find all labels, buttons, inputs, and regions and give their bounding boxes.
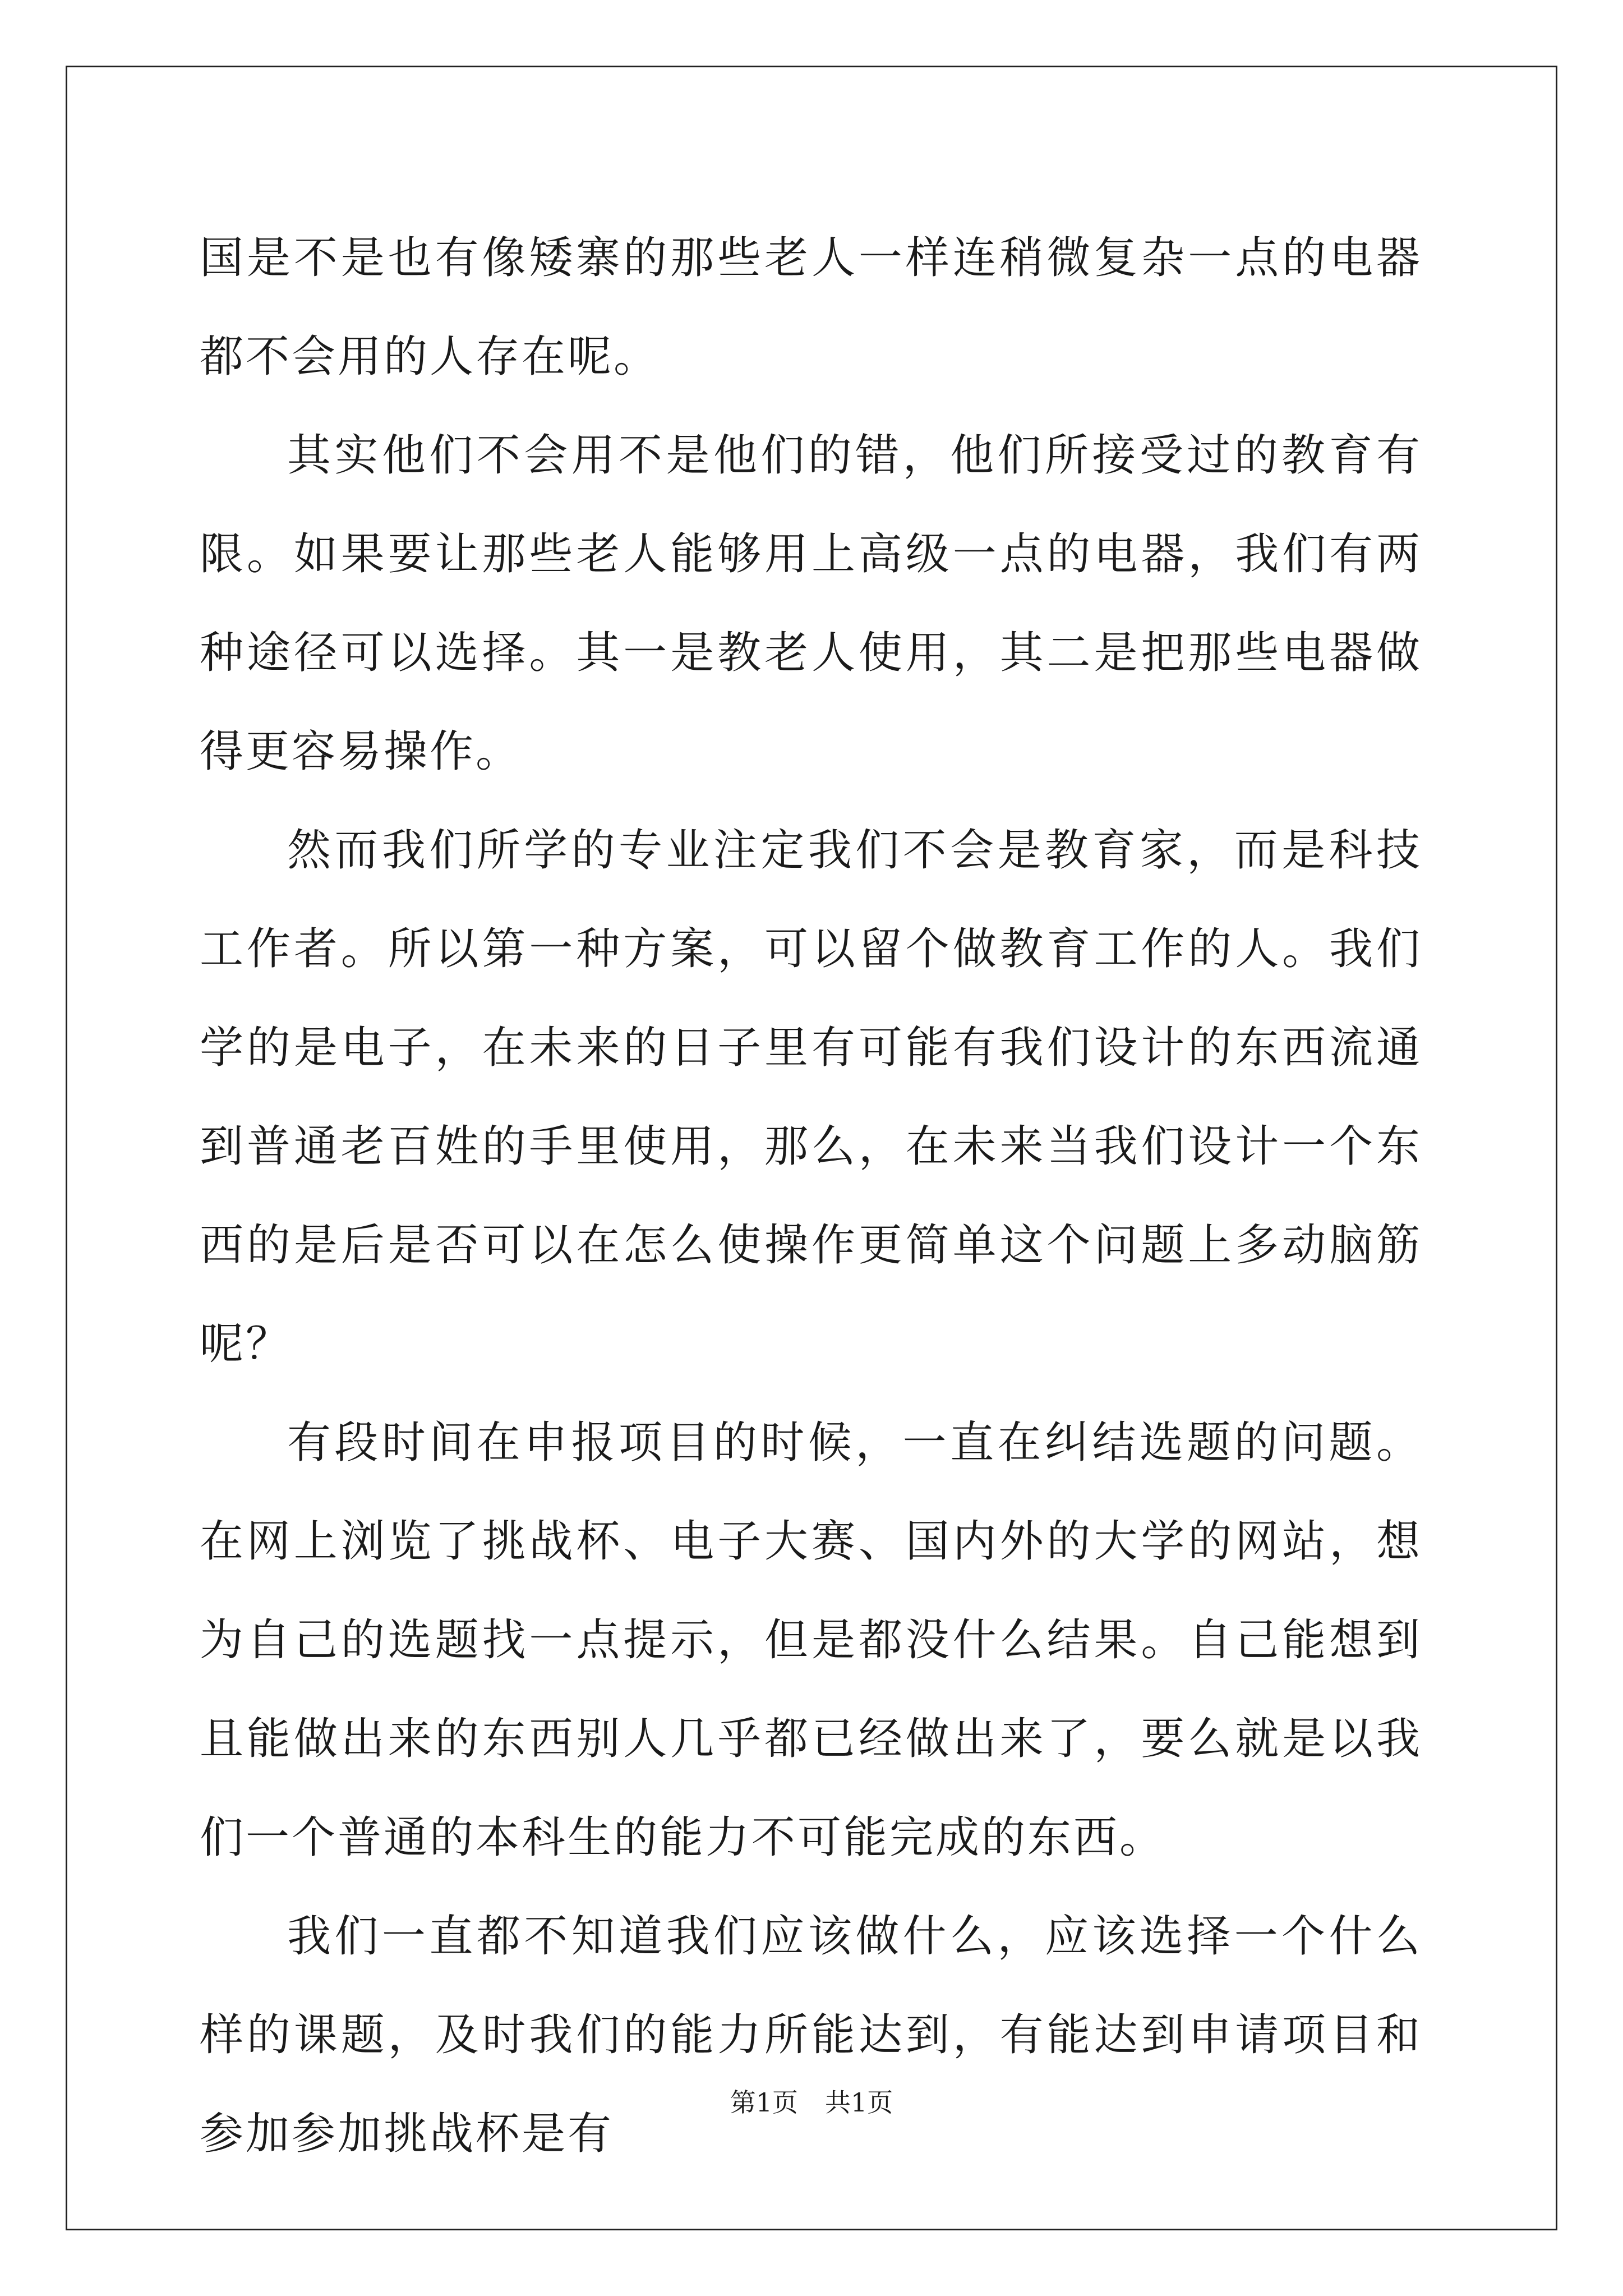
paragraph-2: 其实他们不会用不是他们的错，他们所接受过的教育有限。如果要让那些老人能够用上高级一点的电器，我们有两种途径可以选择。其一是教老人使用，其二是把那些电器做得更容易操作。 bbox=[200, 430, 1422, 777]
document-body bbox=[200, 209, 1422, 2183]
page-number: 第1页 bbox=[730, 2087, 798, 2118]
paragraph-4: 有段时间在申报项目的时候，一直在纠结选题的问题。在网上浏览了挑战杯、电子大赛、国内外的大学的网站，想为自己的选题找一点提示，但是都没什么结果。自己能想到且能做出来的东西别人几乎都已经做出来了，要么就是以我们一个普通的本科生的能力不可能完成的东西。 bbox=[200, 1418, 1422, 1863]
page-footer bbox=[0, 2086, 1623, 2119]
page-total: 共1页 bbox=[825, 2087, 893, 2118]
paragraph-3: 然而我们所学的专业注定我们不会是教育家，而是科技工作者。所以第一种方案，可以留个做教育工作的人。我们学的是电子，在未来的日子里有可能有我们设计的东西流通到普通老百姓的手里使用，那么，在未来当我们设计一个东西的是后是否可以在怎么使操作更简单这个问题上多动脑筋呢？ bbox=[200, 825, 1422, 1369]
paragraph-5: 我们一直都不知道我们应该做什么，应该选择一个什么样的课题，及时我们的能力所能达到，有能达到申请项目和参加参加挑战杯是有 bbox=[200, 1911, 1422, 2159]
paragraph-1: 国是不是也有像矮寨的那些老人一样连稍微复杂一点的电器都不会用的人存在呢。 bbox=[200, 233, 1422, 382]
